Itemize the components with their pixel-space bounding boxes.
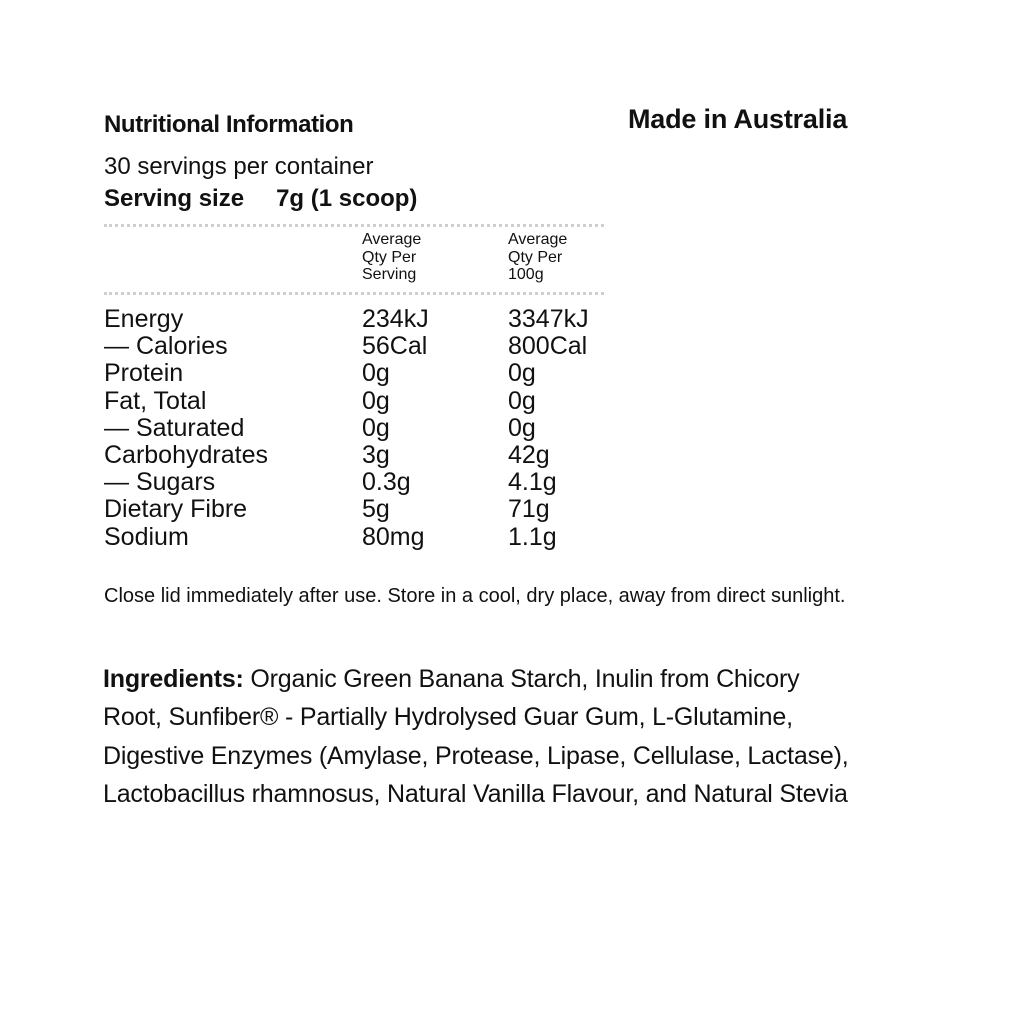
table-divider-top [104, 224, 604, 227]
table-row [104, 524, 624, 551]
nutrient-name: Carbohydrates [104, 440, 268, 469]
column-header-line: Serving [362, 266, 417, 283]
table-divider-header [104, 292, 604, 295]
nutrient-per-serving: 0.3g [362, 468, 411, 497]
servings-per-container: 30 servings per container [104, 153, 374, 180]
serving-size-value: 7g (1 scoop) [276, 185, 418, 212]
nutrient-per-serving: 3g [362, 440, 390, 469]
table-row [104, 360, 624, 387]
table-row [104, 306, 624, 333]
ingredients-label: Ingredients: [103, 665, 244, 693]
nutrient-name: — Sugars [104, 468, 216, 497]
nutrient-name: Dietary Fibre [104, 495, 248, 524]
storage-instructions: Close lid immediately after use. Store in a cool, dry place, away from direct sunlight. [104, 585, 846, 607]
nutrient-name: — Saturated [104, 413, 245, 442]
table-row [104, 388, 624, 415]
origin-statement: Made in Australia [628, 104, 848, 134]
nutrient-per-serving: 5g [362, 495, 390, 524]
column-header-line: Average [508, 231, 568, 248]
nutrient-name: — Calories [104, 332, 228, 361]
nutrient-per-100g: 71g [508, 495, 550, 524]
nutrient-name: Energy [104, 305, 184, 333]
table-row [104, 333, 624, 360]
nutrient-per-serving: 56Cal [362, 332, 428, 361]
nutrient-per-100g: 0g [508, 359, 536, 388]
nutrient-per-100g: 4.1g [508, 468, 557, 497]
serving-size [104, 185, 417, 213]
nutrient-name: Protein [104, 359, 184, 388]
column-header-line: Qty Per [362, 248, 417, 266]
nutrient-per-100g: 0g [508, 386, 536, 415]
nutrient-per-serving: 80mg [362, 522, 425, 551]
column-header-per-serving [362, 231, 472, 284]
nutrient-name: Fat, Total [104, 386, 207, 415]
nutrient-per-100g: 1.1g [508, 522, 557, 551]
nutrient-table [104, 306, 624, 551]
table-row [104, 496, 624, 523]
nutrient-name: Sodium [104, 522, 189, 551]
nutrient-per-serving: 0g [362, 413, 390, 442]
nutrient-per-100g: 3347kJ [508, 305, 589, 333]
nutrient-per-serving: 0g [362, 359, 390, 388]
nutrient-per-serving: 0g [362, 386, 390, 415]
nutrient-per-100g: 800Cal [508, 332, 588, 361]
column-header-line: Qty Per [508, 248, 563, 266]
nutrition-panel-title: Nutritional Information [104, 111, 354, 138]
nutrient-per-serving: 234kJ [362, 305, 429, 333]
table-row [104, 469, 624, 496]
table-row [104, 415, 624, 442]
ingredients-text: Organic Green Banana Starch, Inulin from Chicory Root, Sunfiber® - Partially Hydrolysed Guar Gum, L-Glutamine, Digestive Enzymes (Amylase, Protease, Lipase, Cellulase, Lactase), Lactobacillus rhamnosus, Natural Vanilla Flavour, and Natural Stevia [103, 665, 849, 808]
column-header-per-100g [508, 231, 618, 284]
serving-size-label: Serving size [104, 185, 245, 212]
column-header-line: 100g [508, 266, 544, 283]
table-row [104, 442, 624, 469]
ingredients-statement [103, 660, 863, 813]
nutrient-per-100g: 0g [508, 413, 536, 442]
column-header-line: Average [362, 231, 422, 248]
nutrient-per-100g: 42g [508, 440, 550, 469]
